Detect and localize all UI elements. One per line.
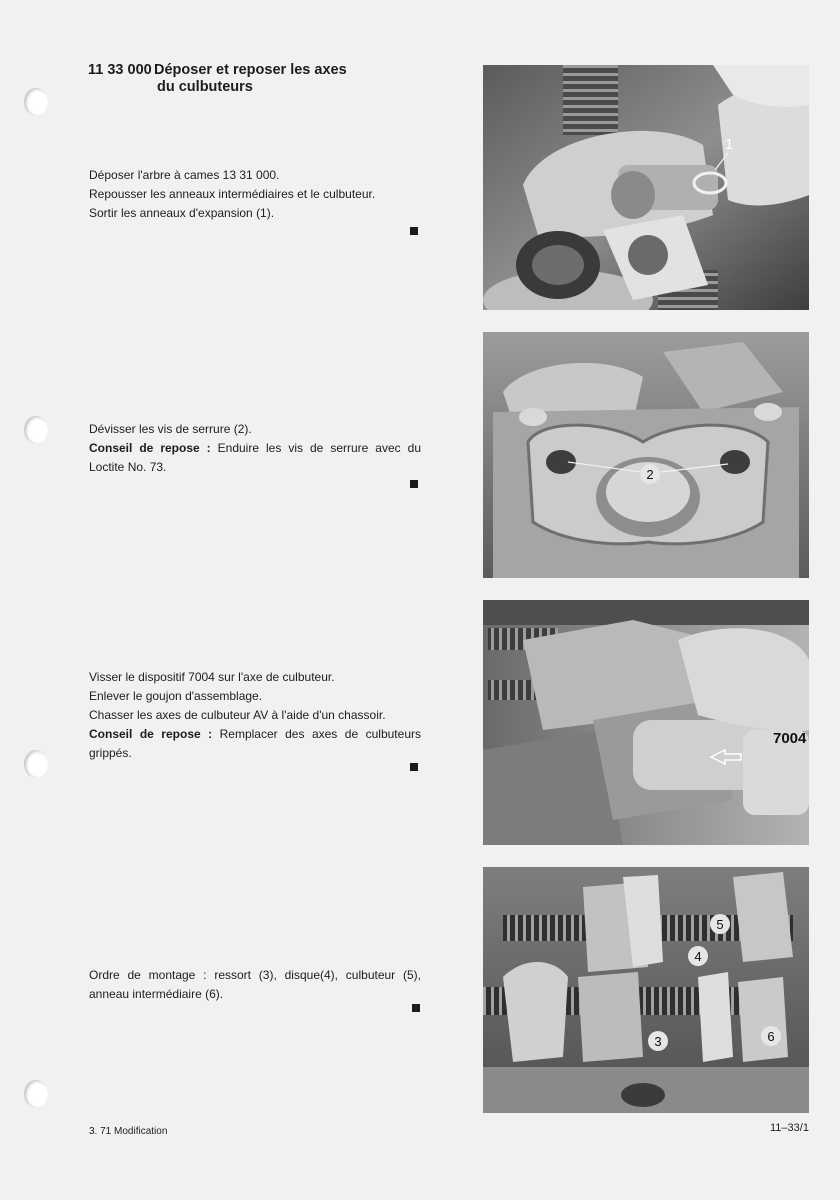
punch-hole xyxy=(24,88,48,116)
instruction-line: Déposer l'arbre à cames 13 31 000. xyxy=(89,168,280,182)
photo-expansion-ring xyxy=(483,65,809,310)
instruction-section-1 xyxy=(89,166,421,223)
instruction-line: Chasser les axes de culbuteur AV à l'aide d'un chassoir. xyxy=(89,708,386,722)
tip-label: Conseil de repose : xyxy=(89,441,211,455)
instruction-section-2 xyxy=(89,420,421,477)
photo-lock-screws xyxy=(483,332,809,578)
repose-tip xyxy=(89,439,421,477)
end-of-section-mark xyxy=(412,1004,420,1012)
page-number: 11–33/1 xyxy=(770,1122,809,1134)
photo-assembly-order xyxy=(483,867,809,1113)
instruction-line: Enlever le goujon d'assemblage. xyxy=(89,689,263,703)
photo-callout: 2 xyxy=(646,467,654,482)
photo-callout: 4 xyxy=(694,949,702,964)
punch-hole xyxy=(24,416,48,444)
end-of-section-mark xyxy=(410,763,418,771)
photo-callout: 7004 xyxy=(773,730,807,747)
instruction-line: Repousser les anneaux intermédiaires et le culbuteur. xyxy=(89,187,376,201)
photo-callout: 6 xyxy=(767,1029,775,1044)
tip-text: Enduire les vis de serrure avec du Loctite No. 73. xyxy=(89,441,421,474)
photo-callout: 1 xyxy=(725,136,734,153)
footer-date-note: 3. 71 Modification xyxy=(89,1126,168,1137)
end-of-section-mark xyxy=(410,480,418,488)
title-line-2: du culbuteurs xyxy=(157,79,253,95)
page-title xyxy=(88,62,448,96)
repose-tip xyxy=(89,725,421,763)
instruction-line: Dévisser les vis de serrure (2). xyxy=(89,422,252,436)
section-code: 11 33 000 xyxy=(88,62,152,78)
punch-hole xyxy=(24,1080,48,1108)
photo-callout: 5 xyxy=(716,917,724,932)
photo-tool-7004 xyxy=(483,600,809,845)
punch-hole xyxy=(24,750,48,778)
instruction-section-4 xyxy=(89,966,421,1004)
title-line-1: Déposer et reposer les axes xyxy=(154,62,347,78)
tip-label: Conseil de repose : xyxy=(89,727,213,741)
end-of-section-mark xyxy=(410,227,418,235)
instruction-line: Visser le dispositif 7004 sur l'axe de culbuteur. xyxy=(89,670,335,684)
instruction-line: Sortir les anneaux d'expansion (1). xyxy=(89,206,275,220)
photo-callout: 3 xyxy=(654,1034,662,1049)
tip-text: Remplacer des axes de culbuteurs grippés. xyxy=(89,727,421,760)
instruction-section-3 xyxy=(89,668,421,763)
instruction-line: Ordre de montage : ressort (3), disque(4), culbuteur (5), anneau intermédiaire (6). xyxy=(89,968,421,1001)
